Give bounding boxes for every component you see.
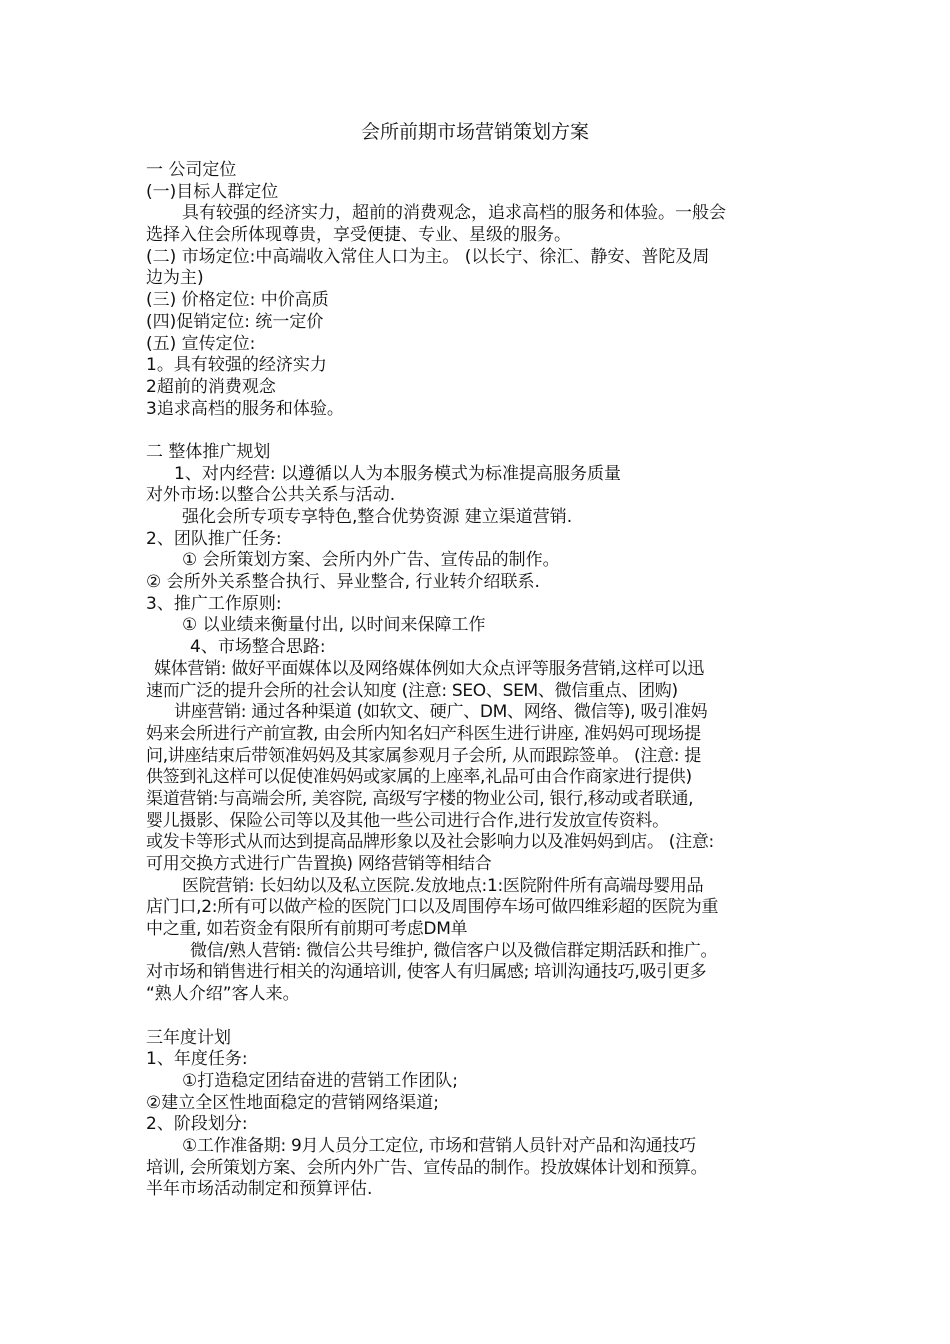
list-item: 2超前的消费观念: [146, 376, 276, 397]
paragraph-line: 对市场和销售进行相关的沟通培训, 使客人有归属感; 培训沟通技巧,吸引更多: [146, 962, 707, 983]
list-item: 3追求高档的服务和体验。: [146, 398, 344, 419]
paragraph-line: 中之重, 如若资金有限所有前期可考虑DM单: [146, 919, 468, 940]
list-item: ①打造稳定团结奋进的营销工作团队;: [182, 1070, 458, 1091]
paragraph-line: 媒体营销: 做好平面媒体以及网络媒体例如大众点评等服务营销,这样可以迅: [154, 658, 705, 679]
paragraph-line: 3、推广工作原则:: [146, 593, 282, 614]
list-item: ② 会所外关系整合执行、异业整合, 行业转介绍联系.: [146, 572, 540, 593]
paragraph-line: 1、年度任务:: [146, 1049, 248, 1070]
document-body: [146, 160, 836, 1201]
paragraph-line: 微信/熟人营销: 微信公共号维护, 微信客户以及微信群定期活跃和推广。: [190, 940, 718, 961]
list-item: ①工作准备期: 9月人员分工定位, 市场和营销人员针对产品和沟通技巧: [182, 1135, 696, 1156]
paragraph-line: 4、市场整合思路:: [190, 637, 326, 658]
paragraph-line: 2、团队推广任务:: [146, 528, 282, 549]
paragraph-line: 选择入住会所体现尊贵，享受便捷、专业、星级的服务。: [146, 225, 571, 246]
paragraph-line: (二) 市场定位:中高端收入常住人口为主。 (以长宁、徐汇、静安、普陀及周: [146, 246, 710, 267]
paragraph-line: 对外市场:以整合公共关系与活动.: [146, 485, 396, 506]
paragraph-line: 具有较强的经济实力，超前的消费观念，追求高档的服务和体验。一般会: [182, 203, 726, 224]
section-heading: 二 整体推广规划: [146, 441, 271, 462]
blank-line: [146, 420, 836, 442]
section-heading: 三年度计划: [146, 1027, 231, 1048]
paragraph-line: 供签到礼这样可以促使准妈妈或家属的上座率,礼品可由合作商家进行提供): [146, 767, 692, 788]
paragraph-line: 婴儿摄影、保险公司等以及其他一些公司进行合作,进行发放宣传资料。: [146, 810, 669, 831]
subsection-heading: (一)目标人群定位: [146, 181, 279, 202]
paragraph-line: 边为主): [146, 268, 204, 289]
paragraph-line: 店门口,2:所有可以做产检的医院门口以及周围停车场可做四维彩超的医院为重: [146, 897, 719, 918]
paragraph-line: 1、对内经营: 以遵循以人为本服务模式为标准提高服务质量: [174, 463, 621, 484]
paragraph-line: 渠道营销:与高端会所, 美容院, 高级写字楼的物业公司, 银行,移动或者联通,: [146, 788, 694, 809]
list-item: 1。具有较强的经济实力: [146, 355, 327, 376]
paragraph-line: 讲座营销: 通过各种渠道 (如软文、硬广、DM、网络、微信等), 吸引准妈: [174, 702, 708, 723]
paragraph-line: 医院营销: 长妇幼以及私立医院.发放地点:1:医院附件所有高端母婴用品: [182, 875, 704, 896]
list-item: ① 会所策划方案、会所内外广告、宣传品的制作。: [182, 550, 560, 571]
paragraph-line: 速而广泛的提升会所的社会认知度 (注意: SEO、SEM、微信重点、团购): [146, 680, 678, 701]
paragraph-line: 妈来会所进行产前宣教, 由会所内知名妇产科医生进行讲座, 准妈妈可现场提: [146, 723, 701, 744]
list-item: ②建立全区性地面稳定的营销网络渠道;: [146, 1092, 439, 1113]
paragraph-line: 问,讲座结束后带领准妈妈及其家属参观月子会所, 从而跟踪签单。 (注意: 提: [146, 745, 701, 766]
list-item: ① 以业绩来衡量付出, 以时间来保障工作: [182, 615, 486, 636]
paragraph-line: (五) 宣传定位:: [146, 333, 256, 354]
paragraph-line: 可用交换方式进行广告置换) 网络营销等相结合: [146, 854, 492, 874]
paragraph-line: 2、阶段划分:: [146, 1114, 248, 1135]
paragraph-line: 半年市场活动制定和预算评估.: [146, 1179, 373, 1200]
paragraph-line: 强化会所专项专享特色,整合优势资源 建立渠道营销.: [182, 507, 573, 527]
paragraph-line: 培训, 会所策划方案、会所内外广告、宣传品的制作。投放媒体计划和预算。: [146, 1157, 708, 1178]
paragraph-line: (四)促销定位: 统一定价: [146, 311, 324, 332]
paragraph-line: (三) 价格定位: 中价高质: [146, 290, 329, 311]
blank-line: [146, 1006, 836, 1028]
document-title: 会所前期市场营销策划方案: [360, 121, 589, 143]
section-heading: 一 公司定位: [146, 160, 237, 180]
paragraph-line: “熟人介绍”客人来。: [146, 984, 300, 1005]
paragraph-line: 或发卡等形式从而达到提高品牌形象以及社会影响力以及准妈妈到店。 (注意:: [146, 832, 714, 853]
